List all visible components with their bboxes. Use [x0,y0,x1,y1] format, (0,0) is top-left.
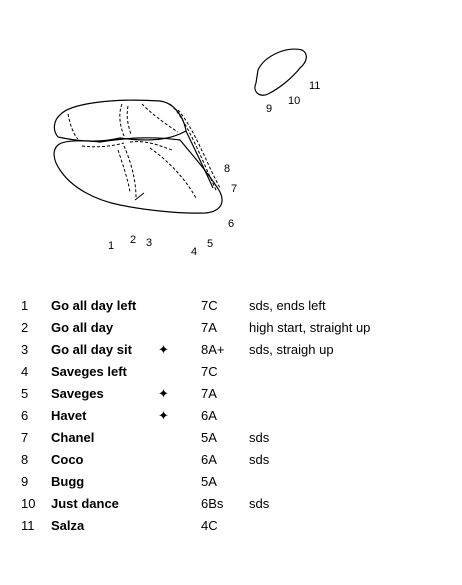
route-name: Go all day sit [51,342,132,357]
route-line-k [178,110,220,188]
route-number: 9 [21,474,29,489]
star-icon: ✦ [158,408,169,423]
route-name: Bugg [51,474,85,489]
route-row [0,295,462,317]
route-row [0,449,462,471]
route-row [0,317,462,339]
route-number: 11 [21,518,35,533]
route-number: 10 [21,496,36,511]
route-name: Go all day [51,320,114,335]
topo-label-10: 10 [288,95,301,107]
route-row [0,515,462,537]
route-grade: 7A [201,386,217,401]
route-row [0,427,462,449]
route-number: 4 [21,364,29,379]
route-grade: 6A [201,408,217,423]
route-number: 3 [21,342,29,357]
route-line-d [142,104,178,132]
route-number: 1 [21,298,29,313]
route-grade: 8A+ [201,342,225,357]
route-row [0,405,462,427]
route-row [0,493,462,515]
route-line-e [82,143,124,147]
topo-label-4: 4 [191,246,198,258]
route-list [0,295,462,537]
route-name: Go all day left [51,298,137,313]
route-name: Saveges [51,386,104,401]
route-line-a [68,114,78,139]
star-icon: ✦ [158,386,169,401]
route-line-c [127,106,131,134]
main-boulder-body [54,138,222,213]
topo-label-9: 9 [266,103,273,115]
route-grade: 7C [201,298,218,313]
topo-label-2: 2 [130,234,137,246]
route-name: Saveges left [51,364,127,379]
route-name: Coco [51,452,84,467]
route-name: Salza [51,518,85,533]
route-number: 6 [21,408,29,423]
route-grade: 7A [201,320,217,335]
star-icon: ✦ [158,342,169,357]
topo-label-3: 3 [146,237,153,249]
route-grade: 4C [201,518,218,533]
route-line-b [120,104,124,136]
route-name: Havet [51,408,87,423]
small-boulder [255,49,306,95]
route-number: 8 [21,452,29,467]
topo-label-6: 6 [228,218,235,230]
route-note: sds [249,430,270,445]
route-note: sds [249,496,270,511]
route-row [0,339,462,361]
route-row [0,383,462,405]
route-grade: 5A [201,474,217,489]
route-grade: 6Bs [201,496,224,511]
route-note: sds, ends left [249,298,326,313]
route-name: Chanel [51,430,95,445]
route-note: high start, straight up [249,320,371,335]
topo-label-7: 7 [231,183,238,195]
route-note: sds [249,452,270,467]
boulder-right-edge [186,131,213,188]
route-number: 7 [21,430,29,445]
route-row [0,361,462,383]
route-row [0,471,462,493]
topo-label-1: 1 [108,240,115,252]
route-number: 2 [21,320,29,335]
topo-label-8: 8 [224,163,231,175]
route-line-i [150,148,196,198]
route-grade: 7C [201,364,218,379]
route-line-j [170,104,216,190]
route-name: Just dance [51,496,119,511]
boulder-topo-diagram [0,0,462,290]
route-grade: 5A [201,430,217,445]
route-note: sds, straigh up [249,342,334,357]
topo-label-11: 11 [309,80,321,92]
route-number: 5 [21,386,29,401]
route-grade: 6A [201,452,217,467]
topo-label-5: 5 [207,238,214,250]
